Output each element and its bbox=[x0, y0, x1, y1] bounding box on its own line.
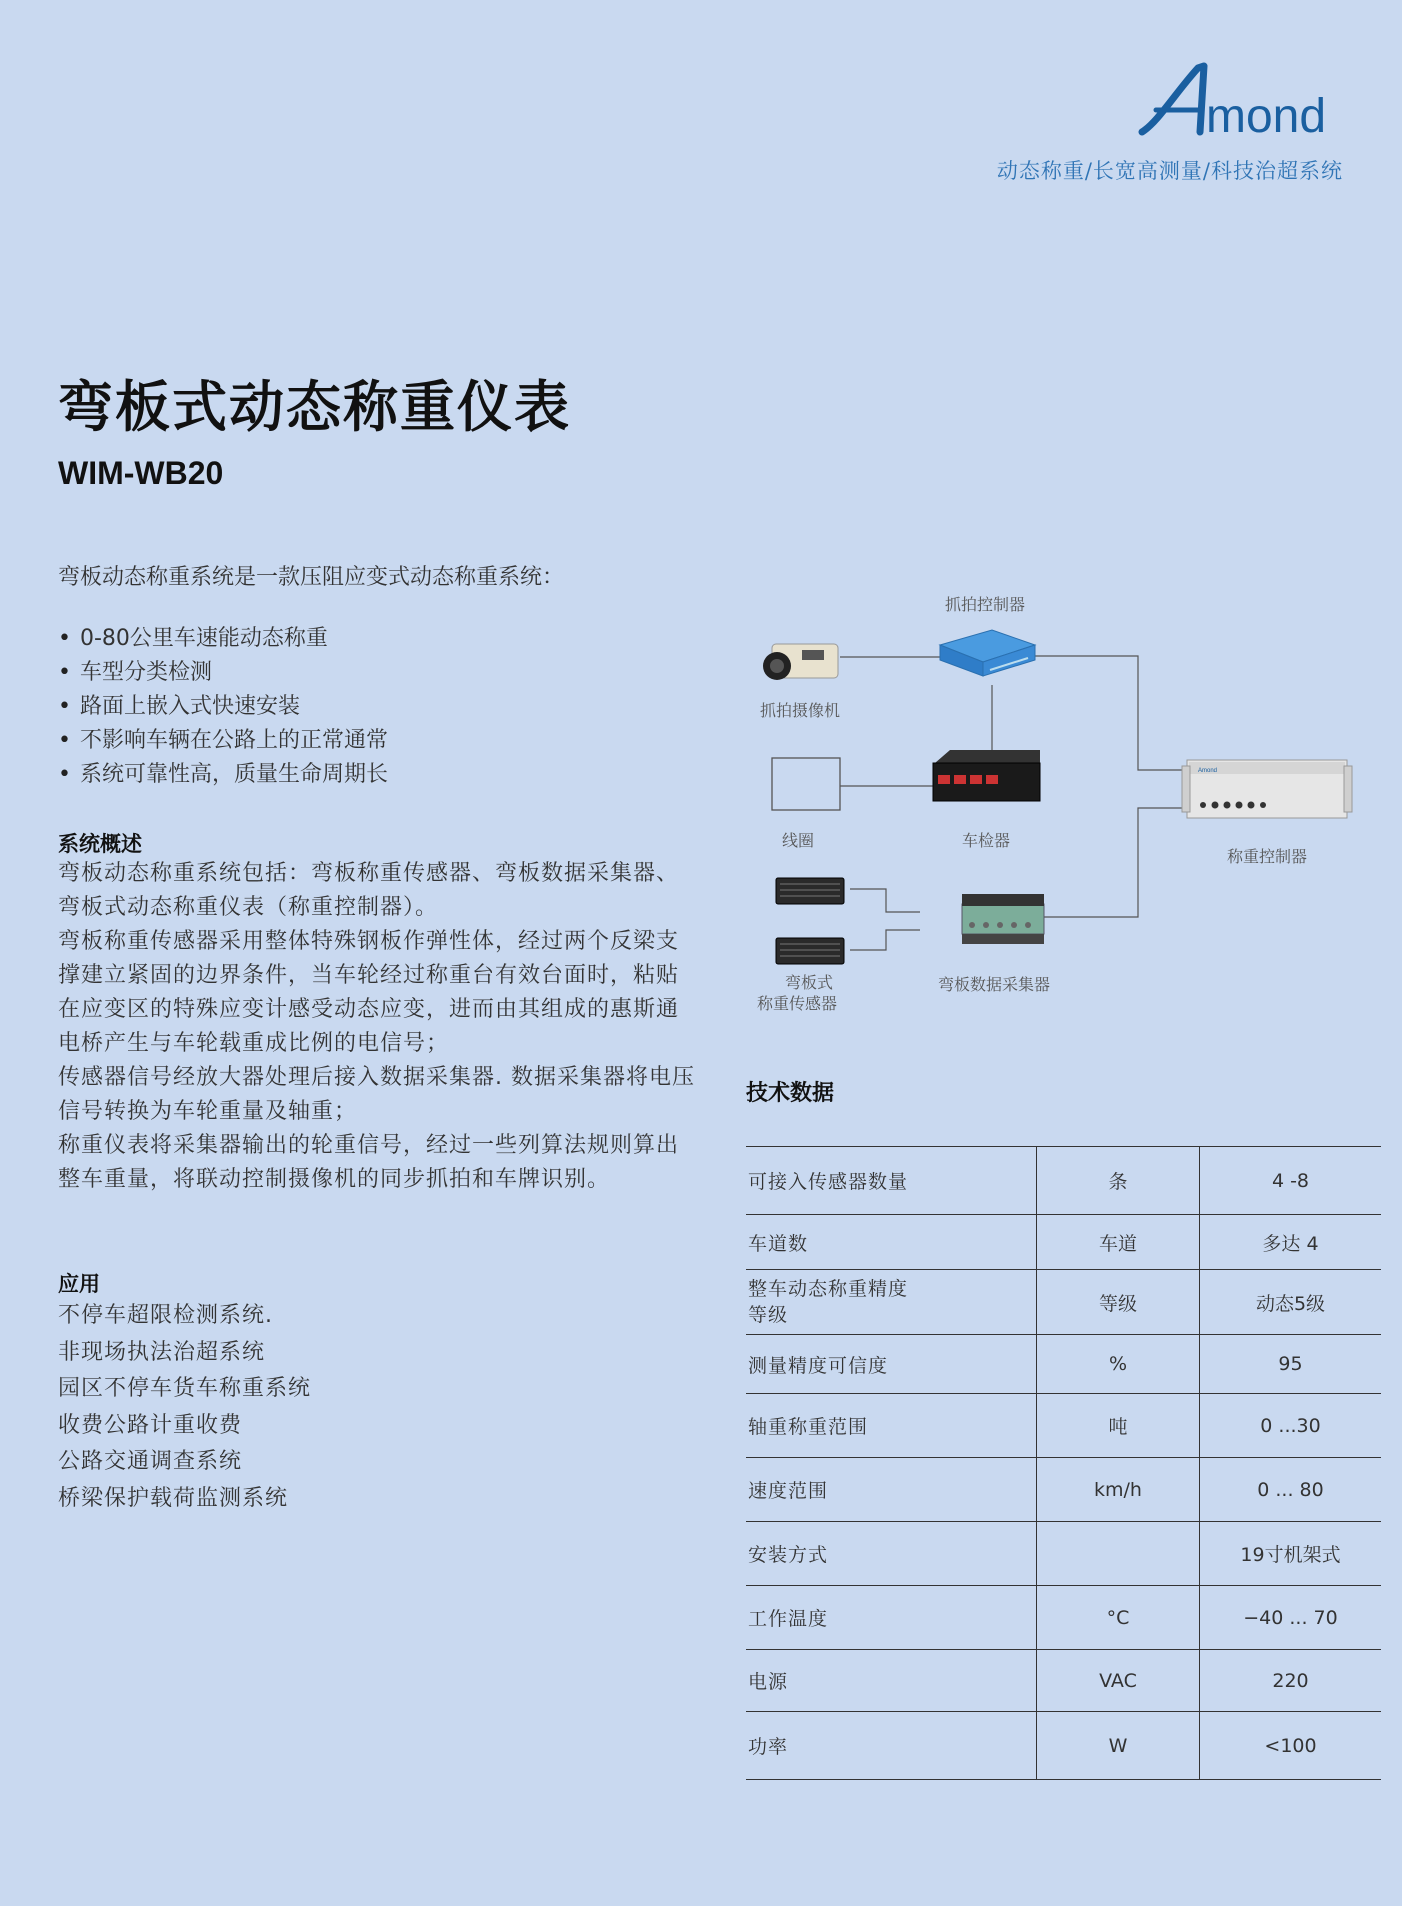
spec-name-text: 整车动态称重精度等级 bbox=[748, 1278, 909, 1326]
spec-value: −40 ... 70 bbox=[1200, 1586, 1382, 1650]
spec-name bbox=[746, 1270, 1037, 1335]
overview-paragraph: 弯板动态称重系统包括：弯板称重传感器、弯板数据采集器、弯板式动态称重仪表（称重控制器）。 bbox=[58, 861, 680, 920]
spec-value: 95 bbox=[1200, 1335, 1382, 1394]
weigh-controller-icon bbox=[1182, 760, 1352, 818]
intro-text: 弯板动态称重系统是一款压阻应变式动态称重系统： bbox=[58, 565, 565, 590]
table-row bbox=[746, 1586, 1381, 1650]
spec-unit: W bbox=[1037, 1712, 1200, 1780]
application-item: 非现场执法治超系统 bbox=[58, 1339, 266, 1365]
application-item: 公路交通调查系统 bbox=[58, 1449, 243, 1475]
tech-data-heading: 技术数据 bbox=[746, 1081, 835, 1106]
overview-paragraph: 传感器信号经放大器处理后接入数据采集器. 数据采集器将电压信号转换为车轮重量及轴重； bbox=[58, 1065, 695, 1124]
spec-unit: 条 bbox=[1037, 1147, 1200, 1215]
spec-unit: % bbox=[1037, 1335, 1200, 1394]
spec-name: 电源 bbox=[746, 1650, 1037, 1712]
table-row bbox=[746, 1215, 1381, 1270]
spec-unit: 吨 bbox=[1037, 1394, 1200, 1458]
table-row bbox=[746, 1650, 1381, 1712]
spec-unit: VAC bbox=[1037, 1650, 1200, 1712]
spec-value: 220 bbox=[1200, 1650, 1382, 1712]
spec-value: 动态5级 bbox=[1200, 1270, 1382, 1335]
page-title: 弯板式动态称重仪表 bbox=[58, 374, 572, 439]
application-item: 不停车超限检测系统. bbox=[58, 1303, 273, 1328]
sensor-label-line2: 称重传感器 bbox=[757, 994, 838, 1013]
overview-heading: 系统概述 bbox=[58, 832, 142, 856]
loop-label: 线圈 bbox=[782, 831, 815, 850]
feature-item: • 0-80公里车速能动态称重 bbox=[58, 622, 388, 656]
capture-controller-label: 抓拍控制器 bbox=[945, 595, 1026, 614]
table-row bbox=[746, 1458, 1381, 1522]
spec-unit: °C bbox=[1037, 1586, 1200, 1650]
application-item: 桥梁保护载荷监测系统 bbox=[58, 1485, 289, 1511]
system-diagram bbox=[740, 580, 1360, 1040]
spec-value: 0 ...30 bbox=[1200, 1394, 1382, 1458]
spec-unit: 车道 bbox=[1037, 1215, 1200, 1270]
overview-paragraph: 称重仪表将采集器输出的轮重信号，经过一些列算法规则算出整车重量，将联动控制摄像机的同步抓拍和车牌识别。 bbox=[58, 1133, 680, 1192]
sensor-plate-icon bbox=[776, 878, 844, 904]
table-row bbox=[746, 1712, 1381, 1780]
spec-value: 4 -8 bbox=[1200, 1147, 1382, 1215]
data-collector-icon bbox=[962, 894, 1044, 944]
brand-logo bbox=[1138, 62, 1343, 142]
spec-name: 车道数 bbox=[746, 1215, 1037, 1270]
rack-logo-text: Amond bbox=[1198, 768, 1218, 774]
spec-value: <100 bbox=[1200, 1712, 1382, 1780]
capture-controller-icon bbox=[940, 630, 1035, 676]
application-item: 收费公路计重收费 bbox=[58, 1412, 243, 1438]
overview-paragraph: 弯板称重传感器采用整体特殊钢板作弹性体，经过两个反梁支撑建立紧固的边界条件，当车轮经过称重台有效台面时，粘贴在应变区的特殊应变计感受动态应变，进而由其组成的惠斯通电桥产生与车轮载重成比例的电信号； bbox=[58, 929, 680, 1056]
svg-text:mond: mond bbox=[1206, 90, 1327, 142]
amond-logo-icon bbox=[1138, 62, 1343, 142]
collector-label: 弯板数据采集器 bbox=[938, 975, 1051, 994]
spec-name: 速度范围 bbox=[746, 1458, 1037, 1522]
spec-name: 轴重称重范围 bbox=[746, 1394, 1037, 1458]
sensor-label-line1: 弯板式 bbox=[785, 973, 834, 992]
vehicle-detector-label: 车检器 bbox=[962, 831, 1011, 850]
spec-name: 工作温度 bbox=[746, 1586, 1037, 1650]
vehicle-detector-icon bbox=[933, 750, 1040, 801]
applications-heading: 应用 bbox=[58, 1272, 100, 1296]
feature-item: • 车型分类检测 bbox=[58, 656, 388, 690]
sensor-plate-icon bbox=[776, 938, 844, 964]
spec-value: 0 ... 80 bbox=[1200, 1458, 1382, 1522]
spec-unit: 等级 bbox=[1037, 1270, 1200, 1335]
application-item: 园区不停车货车称重系统 bbox=[58, 1376, 312, 1402]
table-row bbox=[746, 1394, 1381, 1458]
spec-name: 安装方式 bbox=[746, 1522, 1037, 1586]
spec-unit bbox=[1037, 1522, 1200, 1586]
weigh-controller-label: 称重控制器 bbox=[1227, 847, 1308, 866]
spec-name: 可接入传感器数量 bbox=[746, 1147, 1037, 1215]
spec-name: 测量精度可信度 bbox=[746, 1335, 1037, 1394]
spec-value: 多达 4 bbox=[1200, 1215, 1382, 1270]
feature-list bbox=[58, 622, 388, 792]
loop-icon bbox=[772, 758, 840, 810]
feature-item: • 系统可靠性高，质量生命周期长 bbox=[58, 758, 388, 792]
table-row bbox=[746, 1522, 1381, 1586]
feature-item: • 不影响车辆在公路上的正常通常 bbox=[58, 724, 388, 758]
applications-list bbox=[58, 1298, 311, 1518]
camera-icon bbox=[763, 644, 838, 680]
camera-label: 抓拍摄像机 bbox=[760, 701, 841, 720]
table-row bbox=[746, 1147, 1381, 1215]
model-number: WIM-WB20 bbox=[58, 455, 224, 491]
table-row bbox=[746, 1270, 1381, 1335]
brand-tagline: 动态称重/长宽高测量/科技治超系统 bbox=[996, 159, 1343, 183]
spec-name: 功率 bbox=[746, 1712, 1037, 1780]
spec-value: 19寸机架式 bbox=[1200, 1522, 1382, 1586]
tech-data-table bbox=[746, 1146, 1381, 1780]
feature-item: • 路面上嵌入式快速安装 bbox=[58, 690, 388, 724]
overview-body bbox=[58, 857, 698, 1197]
table-row bbox=[746, 1335, 1381, 1394]
spec-unit: km/h bbox=[1037, 1458, 1200, 1522]
